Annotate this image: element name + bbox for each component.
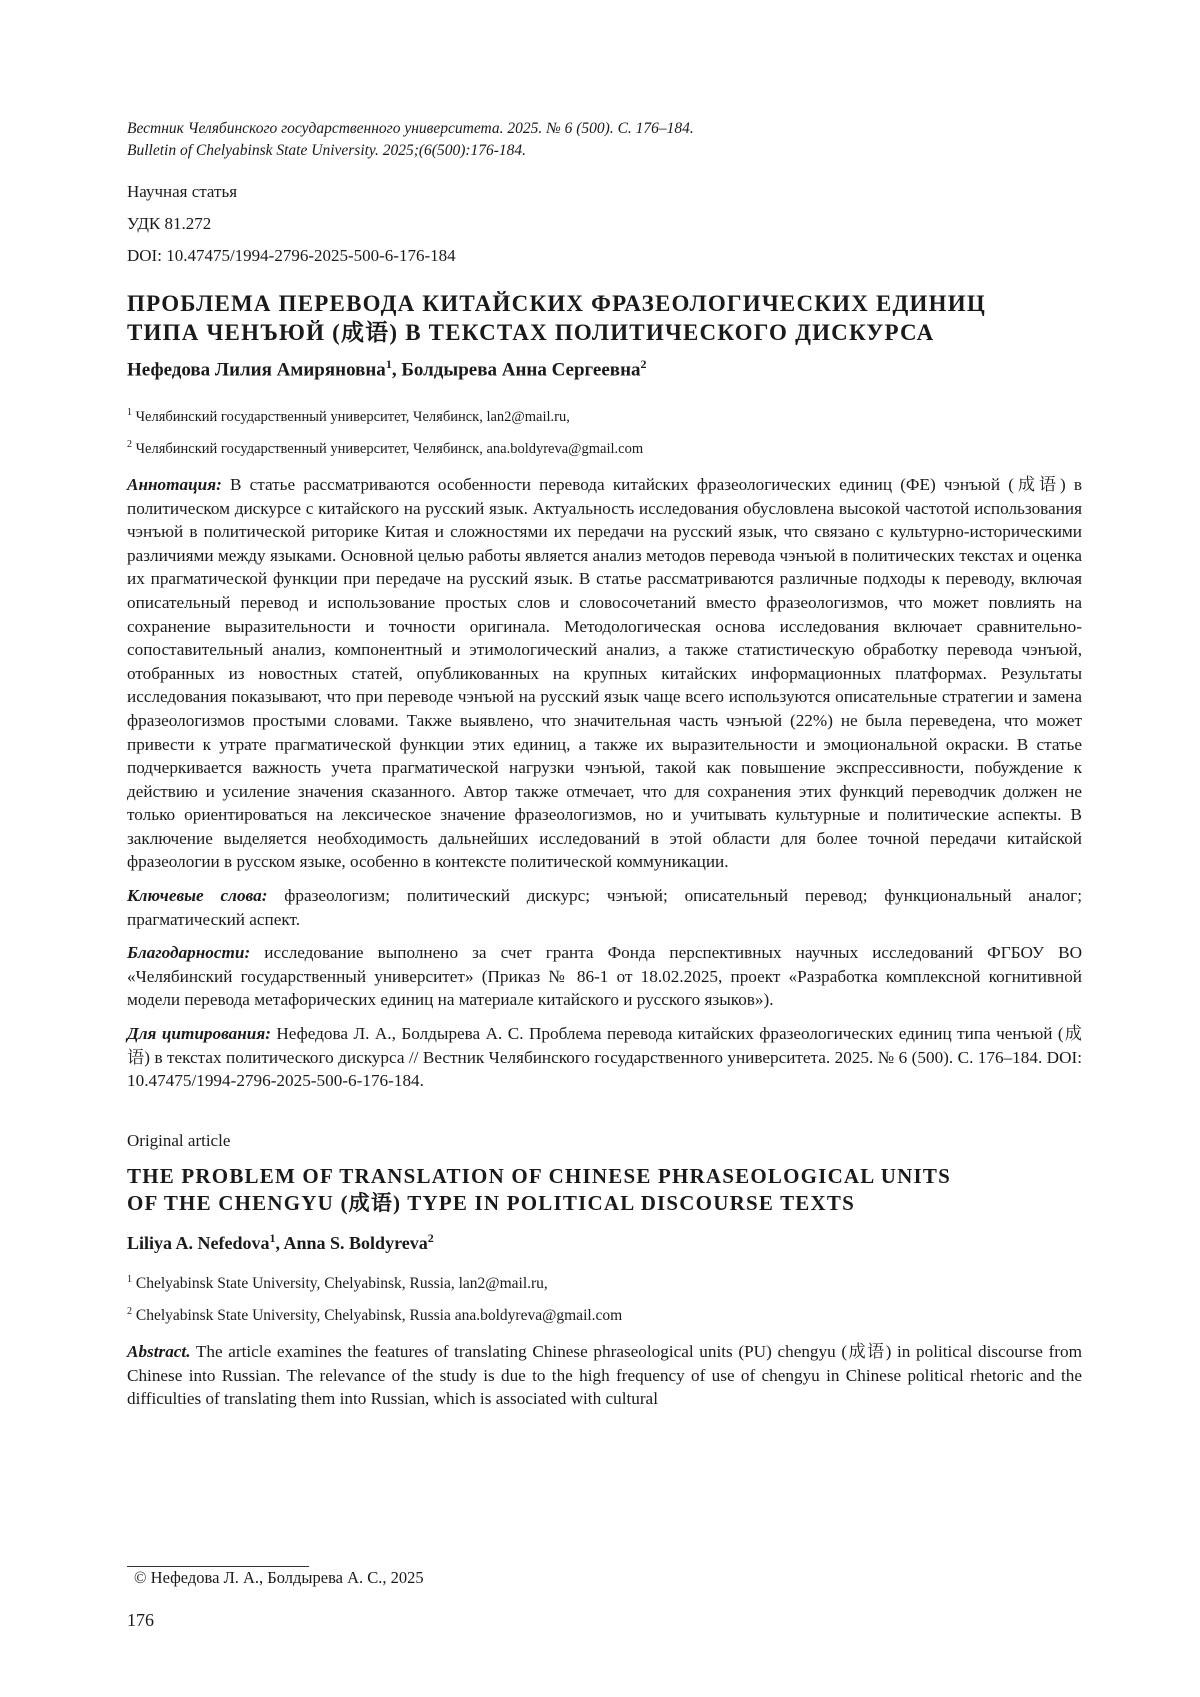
keywords-ru-label: Ключевые слова: bbox=[127, 886, 268, 906]
author-separator-en: , bbox=[275, 1232, 284, 1253]
article-type: Научная статья bbox=[127, 182, 238, 201]
author-separator-ru: , bbox=[391, 359, 402, 381]
author-1-ru-sup: 1 bbox=[385, 357, 392, 371]
affiliation-en-1 bbox=[127, 1266, 1082, 1298]
abstract-ru-label: Аннотация: bbox=[127, 474, 222, 494]
udk-code: УДК 81.272 bbox=[127, 214, 212, 233]
abstract-en-text: The article examines the features of translating Chinese phraseological units (PU) chengyu (成语) in political discourse from Chinese into Russian. The relevance of the study is due to the high frequency of use of chengyu in Chinese political rhetoric and the difficulties of translating them into Russian, which is associated with cultural bbox=[127, 1342, 1082, 1409]
affiliation-ru-2 bbox=[127, 431, 1082, 463]
affiliation-ru-1 bbox=[127, 399, 1082, 431]
page-content bbox=[127, 118, 1082, 1411]
title-en-line1: THE PROBLEM OF TRANSLATION OF CHINESE PHRASEOLOGICAL UNITS bbox=[127, 1163, 951, 1188]
footnote-divider bbox=[127, 1566, 309, 1567]
affiliation-en-2-num: 2 bbox=[127, 1305, 132, 1317]
affiliation-en-1-text: Chelyabinsk State University, Chelyabinsk, Russia, lan2@mail.ru, bbox=[132, 1274, 548, 1292]
copyright-footnote: © Нефедова Л. А., Болдырева А. С., 2025 bbox=[134, 1568, 424, 1587]
title-ru bbox=[127, 289, 1082, 347]
keywords-ru-text: фразеологизм; политический дискурс; чэнъюй; описательный перевод; функциональный аналог; прагматический аспект. bbox=[127, 886, 1082, 929]
title-en bbox=[127, 1163, 1082, 1217]
citation-ru-label: Для цитирования: bbox=[127, 1024, 271, 1044]
doi: DOI: 10.47475/1994-2796-2025-500-6-176-184 bbox=[127, 246, 456, 265]
author-2-ru-sup: 2 bbox=[640, 357, 647, 371]
affiliation-en-2 bbox=[127, 1298, 1082, 1330]
abstract-en bbox=[127, 1340, 1082, 1411]
affiliation-en-1-num: 1 bbox=[127, 1273, 132, 1285]
author-2-ru: Болдырева Анна Сергеевна bbox=[401, 359, 641, 381]
affiliation-ru-2-num: 2 bbox=[127, 439, 132, 451]
citation-ru-text: Нефедова Л. А., Болдырева А. С. Проблема перевода китайских фразеологических единиц типа ченъюй (成语) в текстах политического дискурса // Вестник Челябинского государственного университета. 2025. № 6 (500). С. 176–184. DOI: 10.47475/1994-2796-2025-500-6-176-184. bbox=[127, 1024, 1082, 1091]
affiliations-ru bbox=[127, 399, 1082, 463]
abstract-en-label: Abstract. bbox=[127, 1342, 191, 1362]
original-article-label: Original article bbox=[127, 1130, 231, 1150]
affiliation-en-2-text: Chelyabinsk State University, Chelyabinsk, Russia ana.boldyreva@gmail.com bbox=[132, 1307, 623, 1325]
acknowledgments-ru-label: Благодарности: bbox=[127, 943, 251, 963]
authors-en bbox=[127, 1231, 1082, 1254]
page-number: 176 bbox=[127, 1610, 154, 1630]
title-ru-line2: ТИПА ЧЕНЪЮЙ (成语) В ТЕКСТАХ ПОЛИТИЧЕСКОГО ДИСКУРСА bbox=[127, 320, 935, 345]
affiliation-ru-1-text: Челябинский государственный университет, Челябинск, lan2@mail.ru, bbox=[132, 409, 570, 426]
affiliations-en bbox=[127, 1266, 1082, 1330]
author-2-en: Anna S. Boldyreva bbox=[283, 1232, 428, 1253]
author-1-ru: Нефедова Лилия Амиряновна bbox=[127, 359, 386, 381]
author-2-en-sup: 2 bbox=[427, 1230, 434, 1245]
journal-citation-en: Bulletin of Chelyabinsk State University. 2025;(6(500):176-184. bbox=[127, 142, 527, 159]
acknowledgments-ru-text: исследование выполнено за счет гранта Фонда перспективных научных исследований ФГБОУ ВО «Челябинский государственный университет» (Приказ № 86-1 от 18.02.2025, проект «Разработка комплексной когнитивной модели перевода метафорических единиц на материале китайского и русского языков»). bbox=[127, 943, 1082, 1010]
authors-ru bbox=[127, 357, 1082, 381]
journal-citation-ru: Вестник Челябинского государственного университета. 2025. № 6 (500). С. 176–184. bbox=[127, 120, 694, 137]
author-1-en-sup: 1 bbox=[269, 1230, 276, 1245]
keywords-ru bbox=[127, 884, 1082, 931]
acknowledgments-ru bbox=[127, 941, 1082, 1012]
title-en-line2: OF THE CHENGYU (成语) TYPE IN POLITICAL DISCOURSE TEXTS bbox=[127, 1190, 855, 1215]
title-ru-line1: ПРОБЛЕМА ПЕРЕВОДА КИТАЙСКИХ ФРАЗЕОЛОГИЧЕСКИХ ЕДИНИЦ bbox=[127, 291, 986, 316]
author-1-en: Liliya A. Nefedova bbox=[127, 1232, 270, 1253]
abstract-ru bbox=[127, 473, 1082, 874]
article-meta bbox=[127, 176, 1082, 272]
affiliation-ru-2-text: Челябинский государственный университет, Челябинск, ana.boldyreva@gmail.com bbox=[132, 440, 644, 457]
abstract-ru-text: В статье рассматриваются особенности перевода китайских фразеологических единиц (ФЕ) чэнъюй (成语) в политическом дискурсе с китайского на русский язык. Актуальность исследования обусловлена высокой частотой использования чэнъюй в политической риторике Китая и сложностями их передачи на русский язык, что связано с культурно-историческими различиями между языками. Основной целью работы является анализ методов перевода чэнъюй в политических текстах и оценка их прагматической функции при передаче на русский язык. В статье рассматриваются различные подходы к переводу, включая описательный перевод и использование простых слов и словосочетаний вместо фразеологизмов, что может повлиять на сохранение выразительности и точности оригинала. Методологическая основа исследования включает сравнительно-сопоставительный анализ, компонентный и этимологический анализ, а также статистическую обработку перевода чэнъюй, отобранных из новостных статей, опубликованных на крупных китайских информационных платформах. Результаты исследования показывают, что при переводе чэнъюй на русский язык чаще всего используются описательные стратегии и замена фразеологизмов простыми словами. Также выявлено, что значительная часть чэнъюй (22%) не была переведена, что может привести к утрате прагматической функции этих единиц, а также их выразительности и эмоциональной окраски. В статье подчеркивается важность учета прагматической нагрузки чэнъюй, такой как повышение экспрессивности, побуждение к действию и усиление значения сказанного. Автор также отмечает, что для сохранения этих функций переводчик должен не только ориентироваться на лексическое значение фразеологизмов, но и учитывать культурные и политические аспекты. В заключение выделяется необходимость дальнейших исследований в этой области для более точной передачи китайской фразеологии в русском языке, особенно в контексте политической коммуникации. bbox=[127, 474, 1082, 872]
citation-ru bbox=[127, 1022, 1082, 1093]
affiliation-ru-1-num: 1 bbox=[127, 407, 132, 419]
